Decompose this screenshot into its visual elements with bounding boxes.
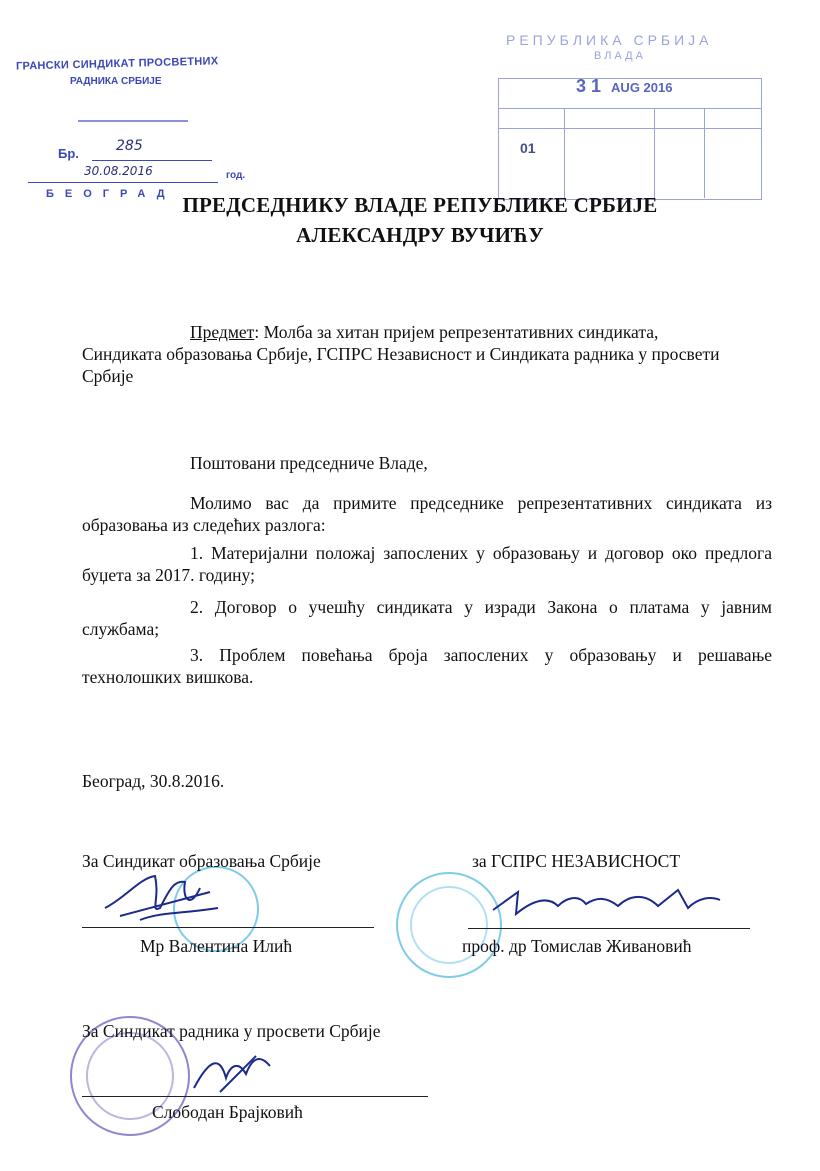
received-stamp-col-divider (704, 108, 705, 198)
signatory-3-name: Слободан Брајковић (152, 1102, 303, 1122)
stamp-year-suffix: год. (226, 170, 246, 181)
body-intro-text: Молимо вас да примите председнике репрезентативних синдиката из образовања из следећих разлога: (82, 493, 772, 535)
received-code: 01 (520, 140, 536, 156)
subject-text-first: : Молба за хитан пријем репрезентативних синдиката, (254, 322, 659, 342)
received-month-year: AUG 2016 (611, 80, 673, 95)
signature-line-1 (82, 927, 374, 928)
stamp-city: БЕОГРАД (46, 188, 176, 200)
received-stamp-col-divider (654, 108, 655, 198)
signature-line-2 (468, 928, 750, 929)
subject-label: Предмет (190, 322, 255, 342)
received-day: 3 1 (576, 76, 602, 96)
received-stamp-subtitle: ВЛАДА (594, 50, 646, 62)
signatory-1-name: Мр Валентина Илић (140, 936, 293, 956)
reason-item (82, 644, 772, 688)
signature-2 (488, 880, 728, 920)
received-stamp-row-divider (498, 108, 762, 109)
received-stamp-row-divider (498, 128, 762, 129)
stamp-number-value: 285 (116, 138, 143, 154)
stamp-date-line (28, 182, 218, 183)
received-stamp-title: РЕПУБЛИКА СРБИЈА (506, 32, 713, 48)
place-date: Београд, 30.8.2016. (82, 771, 225, 791)
subject-text-rest: Синдиката образовања Србије, ГСПРС Независност и Синдиката радника у просвети Србије (82, 344, 720, 386)
addressee-heading (0, 190, 820, 250)
subject-paragraph (82, 321, 772, 387)
body-intro (82, 492, 772, 536)
reason-item (82, 542, 772, 586)
reason-item (82, 596, 772, 640)
heading-line1: ПРЕДСЕДНИКУ ВЛАДЕ РЕПУБЛИКЕ СРБИЈЕ (182, 193, 658, 217)
stamp-number-line (92, 160, 212, 161)
signature-1 (100, 868, 220, 924)
stamp-org-line2: РАДНИКА СРБИЈЕ (70, 76, 162, 87)
salutation-text: Поштовани председниче Владе, (190, 453, 428, 473)
government-received-stamp (494, 28, 764, 178)
signatory-3-org: За Синдикат радника у просвети Србије (82, 1021, 381, 1041)
signatory-1-org: За Синдикат образовања Србије (82, 851, 321, 871)
stamp-org-line1: ГРАНСКИ СИНДИКАТ ПРОСВЕТНИХ (15, 55, 219, 73)
signature-3 (190, 1048, 280, 1096)
received-date (576, 76, 672, 97)
signatory-2-org: за ГСПРС НЕЗАВИСНОСТ (472, 851, 681, 871)
reason-item-text: 1. Материјални положај запослених у образовању и договор око предлога буџета за 2017. годину; (82, 543, 772, 585)
stamp-date-value: 30.08.2016 (84, 164, 153, 178)
heading-line2: АЛЕКСАНДРУ ВУЧИЋУ (296, 223, 544, 247)
reason-item-text: 2. Договор о учешћу синдиката у изради Закона о платама у јавним службама; (82, 597, 772, 639)
stamp-smudge (78, 90, 188, 122)
received-stamp-col-divider (564, 108, 565, 198)
salutation (82, 452, 772, 474)
signatory-2-name: проф. др Томислав Живановић (462, 936, 692, 956)
signature-line-3 (82, 1096, 428, 1097)
stamp-number-label: Бр. (58, 146, 79, 161)
reason-item-text: 3. Проблем повећања броја запослених у образовању и решавање технолошких вишкова. (82, 645, 772, 687)
